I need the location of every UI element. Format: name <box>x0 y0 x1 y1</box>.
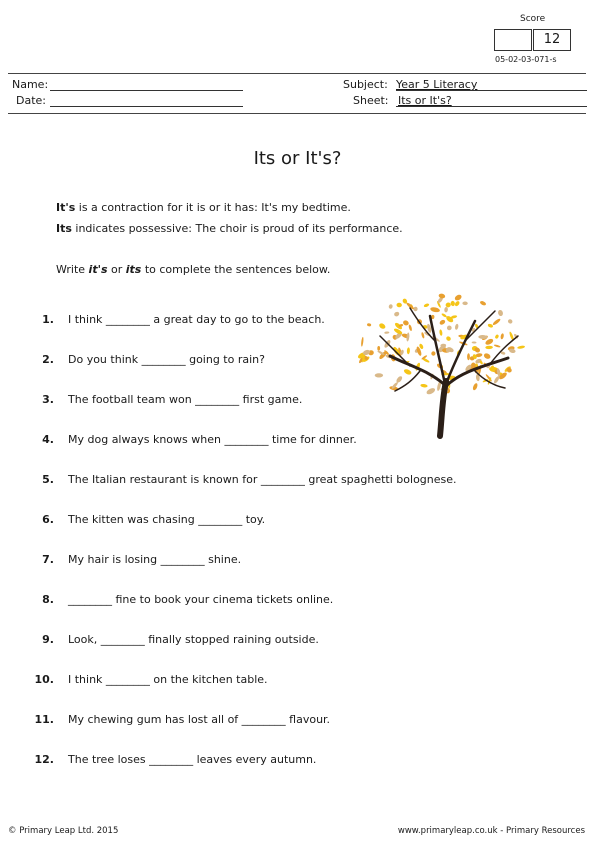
date-label: Date: <box>16 94 46 107</box>
leaf-shape <box>361 337 364 347</box>
question-number: 2. <box>42 353 54 366</box>
sheet-label: Sheet: <box>353 94 389 107</box>
intro-line-1-text: is a contraction for it is or it has: It's my bedtime. <box>75 201 351 214</box>
leaf-shape <box>445 335 451 341</box>
leaf-shape <box>396 303 402 308</box>
leaf-shape <box>403 368 412 376</box>
leaf-shape <box>517 345 525 349</box>
question-number: 6. <box>42 513 54 526</box>
leaf-shape <box>431 351 436 356</box>
leaf-shape <box>406 332 410 341</box>
question-number: 12. <box>34 753 54 766</box>
leaf-shape <box>375 373 383 377</box>
leaf-shape <box>472 341 477 343</box>
leaf-shape <box>388 304 393 310</box>
subject-line <box>396 90 587 91</box>
intro-line-2-text: indicates possessive: The choir is proud of its performance. <box>71 222 403 235</box>
intro-line-2 <box>56 222 403 235</box>
question-number: 11. <box>34 713 54 726</box>
instr-its-possessive: its <box>125 263 142 276</box>
leaf-shape <box>377 346 380 351</box>
name-label: Name: <box>12 78 49 91</box>
score-total: 12 <box>533 29 571 51</box>
subject-label: Subject: <box>343 78 388 91</box>
leaf-shape <box>426 387 436 396</box>
footer-copyright: © Primary Leap Ltd. 2015 <box>8 826 119 836</box>
question-number: 8. <box>42 593 54 606</box>
leaf-shape <box>444 307 448 313</box>
question-text[interactable]: ________ fine to book your cinema tickets online. <box>68 593 334 606</box>
leaf-shape <box>439 319 446 326</box>
score-input-box[interactable] <box>494 29 532 51</box>
question-text[interactable]: Do you think ________ going to rain? <box>68 353 265 366</box>
leaf-shape <box>395 375 403 383</box>
leaf-shape <box>441 313 447 318</box>
leaf-shape <box>494 344 501 348</box>
leaf-shape <box>497 309 503 316</box>
question-text[interactable]: My chewing gum has lost all of ________ flavour. <box>68 713 331 726</box>
question-number: 10. <box>34 673 54 686</box>
instructions <box>56 263 330 276</box>
leaf-shape <box>492 318 501 326</box>
question-text[interactable]: The tree loses ________ leaves every autumn. <box>68 753 317 766</box>
question-text[interactable]: My hair is losing ________ shine. <box>68 553 242 566</box>
leaf-shape <box>472 383 478 391</box>
leaf-shape <box>438 293 446 299</box>
leaf-shape <box>507 318 513 324</box>
question-number: 4. <box>42 433 54 446</box>
instr-part: to complete the sentences below. <box>141 263 331 276</box>
leaf-shape <box>454 294 463 302</box>
autumn-tree-illustration <box>350 286 530 442</box>
leaf-shape <box>454 300 460 307</box>
leaf-shape <box>430 306 441 313</box>
question-text[interactable]: My dog always knows when ________ time for dinner. <box>68 433 357 446</box>
leaf-shape <box>446 325 453 332</box>
leaf-shape <box>500 333 504 339</box>
leaf-shape <box>423 303 429 308</box>
sheet-value: Its or It's? <box>398 94 452 107</box>
question-number: 9. <box>42 633 54 646</box>
name-field[interactable] <box>50 90 243 91</box>
instr-its-contraction: it's <box>88 263 108 276</box>
leaf-shape <box>485 346 493 350</box>
leaf-shape <box>487 323 493 328</box>
question-text[interactable]: I think ________ a great day to go to the beach. <box>68 313 325 326</box>
date-field[interactable] <box>50 106 243 107</box>
instr-part: or <box>107 263 126 276</box>
leaf-shape <box>450 301 455 307</box>
intro-term-its-possessive: Its <box>56 222 72 235</box>
leaf-shape <box>393 311 400 317</box>
leaf-shape <box>479 300 486 306</box>
leaf-shape <box>495 334 500 339</box>
page-title: Its or It's? <box>253 148 342 169</box>
question-number: 5. <box>42 473 54 486</box>
sheet-code: 05-02-03-071-s <box>495 55 557 64</box>
leaf-shape <box>483 352 491 360</box>
question-number: 3. <box>42 393 54 406</box>
subject-value: Year 5 Literacy <box>396 78 478 91</box>
question-text[interactable]: I think ________ on the kitchen table. <box>68 673 268 686</box>
question-text[interactable]: The football team won ________ first game. <box>68 393 303 406</box>
question-text[interactable]: The kitten was chasing ________ toy. <box>68 513 266 526</box>
intro-term-its-contraction: It's <box>56 201 76 214</box>
leaf-shape <box>420 384 428 388</box>
leaf-shape <box>439 329 443 336</box>
question-number: 7. <box>42 553 54 566</box>
leaf-shape <box>462 301 468 305</box>
instr-part: Write <box>56 263 89 276</box>
sheet-line <box>396 106 587 107</box>
leaf-shape <box>408 324 412 331</box>
leaf-shape <box>455 324 459 331</box>
score-label: Score <box>520 14 546 24</box>
question-text[interactable]: The Italian restaurant is known for ________ great spaghetti bolognese. <box>68 473 457 486</box>
header-top-rule <box>8 73 586 74</box>
leaf-shape <box>407 347 410 354</box>
intro-line-1 <box>56 201 351 214</box>
footer-website[interactable]: www.primaryleap.co.uk - Primary Resources <box>397 826 585 836</box>
leaf-shape <box>367 323 372 327</box>
leaf-shape <box>402 319 409 326</box>
leaf-shape <box>421 332 425 339</box>
question-number: 1. <box>42 313 54 326</box>
leaf-shape <box>467 353 470 360</box>
header-bottom-rule <box>8 113 586 114</box>
leaf-shape <box>378 322 386 330</box>
question-text[interactable]: Look, ________ finally stopped raining outside. <box>68 633 319 646</box>
leaf-shape <box>445 302 451 308</box>
leaf-shape <box>384 331 389 334</box>
